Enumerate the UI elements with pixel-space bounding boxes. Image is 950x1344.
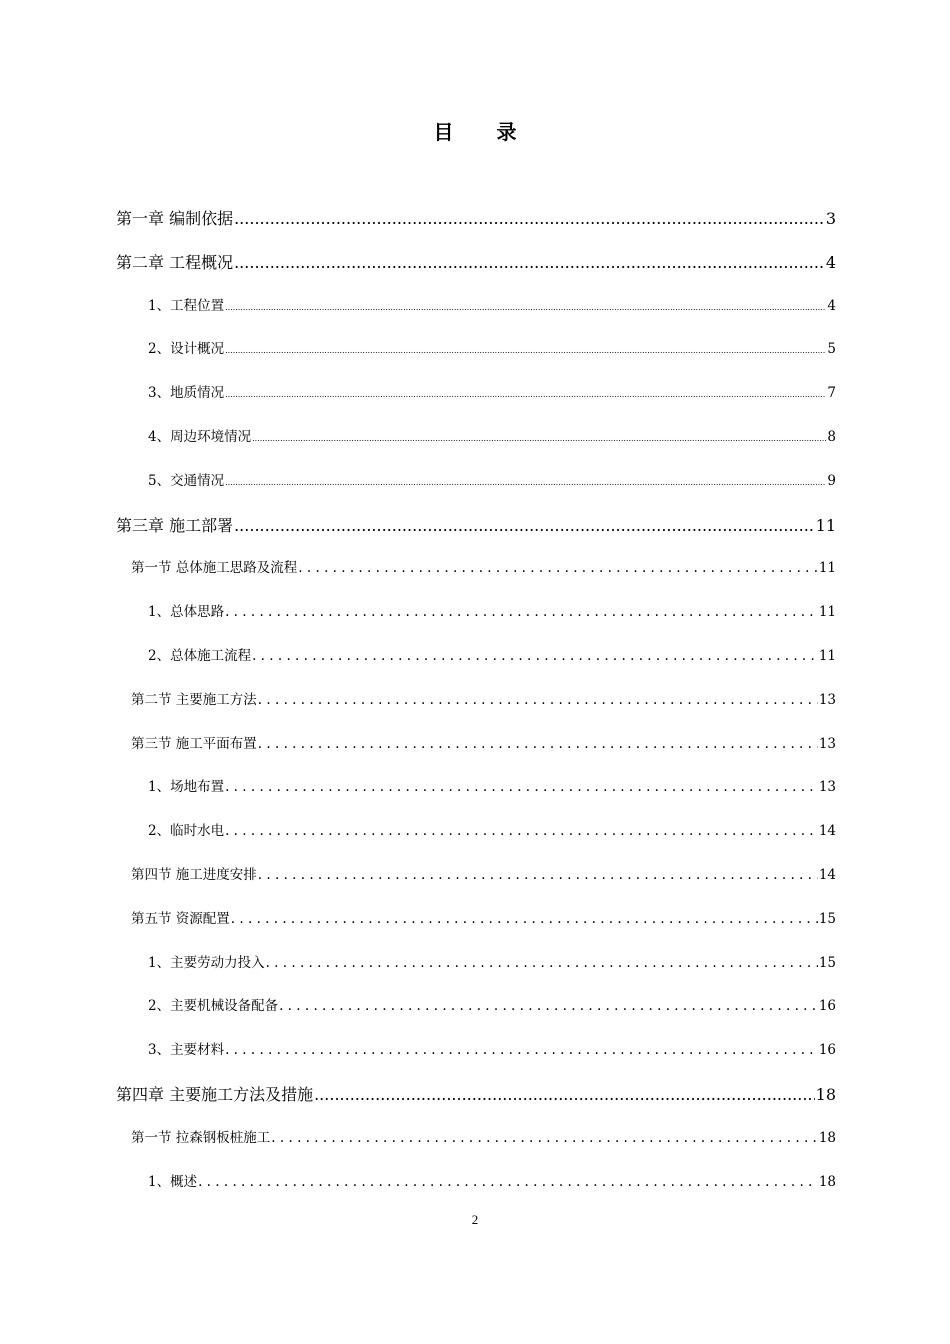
toc-dot-leader [258,692,818,708]
toc-entry-label: 3、地质情况 [148,385,225,402]
toc-dot-leader [298,560,818,576]
toc-dot-leader [231,911,818,927]
toc-entry[interactable] [148,469,836,489]
toc-entry[interactable] [131,732,836,752]
toc-dot-leader [225,478,826,487]
toc-entry[interactable] [131,1126,836,1146]
toc-entry-label: 第一节 总体施工思路及流程 [131,560,298,577]
toc-entry-label: 第四节 施工进度安排 [131,867,257,883]
toc-entry-label: 第一章 编制依据 [116,209,234,228]
toc-entry-page: 11 [818,648,836,664]
toc-dot-leader [258,736,818,752]
toc-dot-leader [198,1174,818,1190]
toc-entry-page: 14 [818,823,836,840]
toc-entry-page: 4 [825,252,836,272]
toc-dot-leader [252,648,818,664]
toc-entry[interactable] [131,556,836,576]
toc-entry[interactable] [131,688,836,708]
toc-entry-label: 1、工程位置 [148,297,225,314]
toc-entry-label: 2、主要机械设备配备 [148,998,279,1015]
toc-entry[interactable] [131,863,836,883]
toc-entry-label: 3、主要材料 [148,1042,225,1059]
toc-entry-label: 2、设计概况 [148,341,225,358]
toc-entry-label: 2、临时水电 [148,823,225,840]
toc-title: 目 录 [433,120,535,144]
toc-entry-label: 1、主要劳动力投入 [148,954,265,971]
toc-entry-page: 5 [827,341,836,358]
toc-entry[interactable] [148,425,836,445]
page-number: 2 [471,1212,479,1227]
toc-entry-label: 1、总体思路 [148,604,225,621]
toc-dot-leader [225,604,818,620]
toc-entry[interactable] [148,337,836,357]
toc-entry-page: 9 [827,472,836,489]
toc-dot-leader [266,955,818,971]
toc-entry-label: 第三节 施工平面布置 [131,735,257,752]
toc-dot-leader [225,346,826,355]
toc-entry-label: 第一节 拉森钢板桩施工 [131,1129,271,1146]
toc-entry[interactable] [131,907,836,927]
toc-entry-page: 4 [827,297,836,314]
toc-entry-label: 第五节 资源配置 [131,910,230,927]
toc-entry-page: 11 [818,560,836,577]
toc-entry[interactable] [148,600,836,620]
toc-entry-label: 5、交通情况 [148,472,225,489]
toc-entry-label: 2、总体施工流程 [148,648,252,664]
toc-entry-label: 第三章 施工部署 [116,515,234,535]
toc-entry[interactable] [148,1170,836,1190]
toc-entry-label: 1、场地布置 [148,779,225,796]
toc-entry-page: 11 [818,604,836,621]
toc-entry-label: 第二节 主要施工方法 [131,691,257,708]
toc-entry-page: 18 [815,1085,836,1104]
toc-dot-leader [225,779,818,795]
toc-entry[interactable] [148,381,836,401]
toc-entry-page: 13 [818,691,836,708]
toc-entry-page: 11 [815,515,836,535]
toc-entry[interactable] [148,1038,836,1058]
toc-entry-page: 16 [818,1042,836,1059]
toc-entry[interactable] [148,819,836,839]
toc-entry[interactable] [148,644,836,664]
toc-entry-label: 第四章 主要施工方法及措施 [116,1085,314,1104]
toc-dot-leader [225,303,826,312]
toc-dot-leader [279,998,818,1014]
toc-dot-leader [314,1085,815,1104]
toc-entry-page: 13 [818,779,836,796]
toc-entry-label: 1、概述 [148,1173,198,1190]
toc-entry-page: 7 [827,385,836,402]
toc-dot-leader [234,253,825,272]
toc-entry[interactable] [116,250,836,273]
toc-entry[interactable] [148,294,836,314]
toc-dot-leader [234,209,825,228]
toc-dot-leader [258,867,818,883]
toc-dot-leader [271,1130,818,1146]
toc-entry[interactable] [116,513,836,536]
toc-dot-leader [252,434,826,443]
toc-entry-page: 15 [818,910,836,927]
toc-entry[interactable] [148,994,836,1014]
toc-dot-leader [225,390,826,399]
toc-dot-leader [225,1042,818,1058]
toc-entry-page: 15 [818,954,836,971]
toc-entry[interactable] [116,1082,836,1105]
toc-entry-page: 18 [818,1129,836,1146]
toc-dot-leader [234,516,815,535]
toc-entry-page: 3 [825,209,836,228]
toc-entry[interactable] [148,951,836,971]
toc-entry[interactable] [148,775,836,795]
toc-entry-page: 13 [818,735,836,752]
toc-entry-label: 第二章 工程概况 [116,252,234,272]
toc-entry-page: 14 [818,867,836,883]
toc-entry-page: 16 [818,998,836,1015]
toc-entry-page: 8 [827,429,836,445]
toc-entry-page: 18 [818,1173,836,1190]
toc-dot-leader [225,823,818,839]
toc-entry-label: 4、周边环境情况 [148,429,252,445]
toc-entry[interactable] [116,206,836,229]
